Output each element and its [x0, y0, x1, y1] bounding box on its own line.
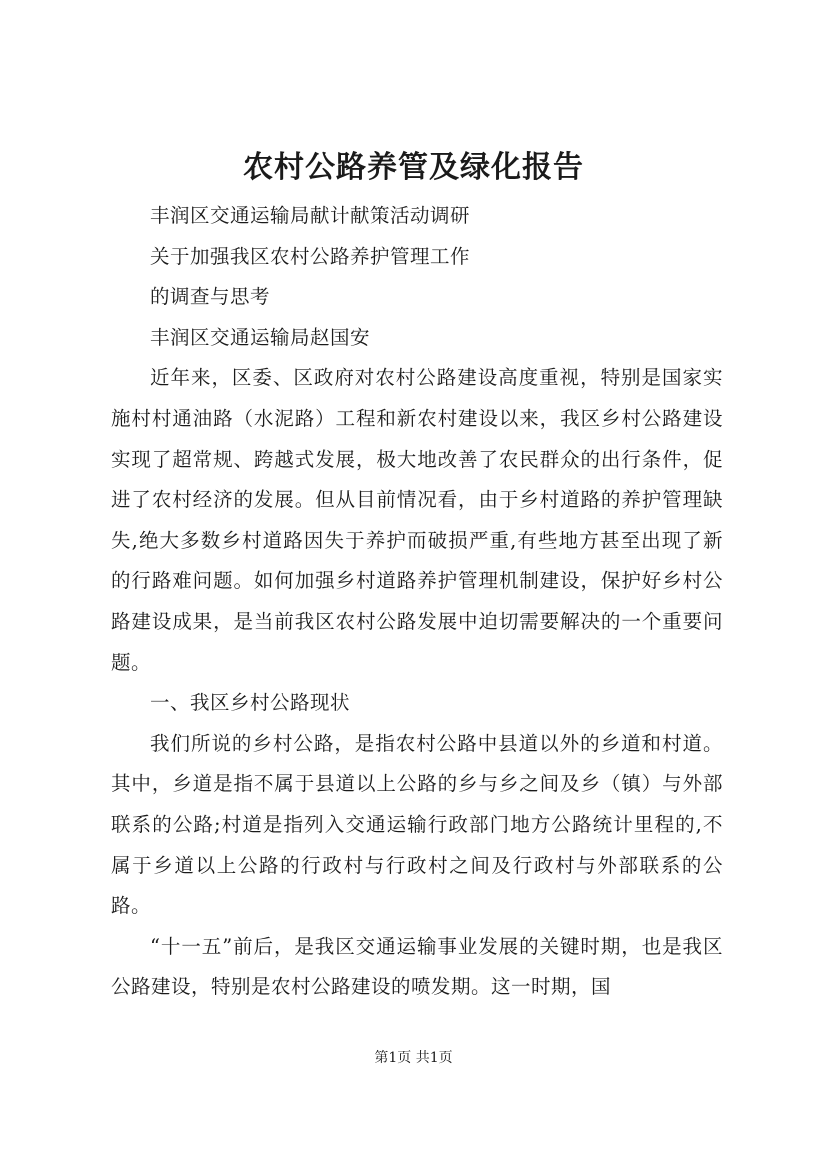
document-title: 农村公路养管及绿化报告: [243, 150, 584, 185]
section-heading-1: 一、我区乡村公路现状: [150, 691, 351, 715]
paragraph-subtitle-1: 丰润区交通运输局献计献策活动调研: [150, 204, 471, 227]
document-body: [111, 196, 723, 1008]
page-footer: 第1页 共1页: [374, 1050, 453, 1066]
paragraph-intro: 近年来，区委、区政府对农村公路建设高度重视，特别是国家实施村村通油路（水泥路）工程和新农村建设以来，我区乡村公路建设实现了超常规、跨越式发展，极大地改善了农民群众的出行条件，促进了农村经济的发展。但从目前情况看，由于乡村道路的养护管理缺失,绝大多数乡村道路因失于养护而破损严重,有些地方甚至出现了新的行路难问题。如何加强乡村道路养护管理机制建设，保护好乡村公路建设成果，是当前我区农村公路发展中迫切需要解决的一个重要问题。: [111, 366, 723, 674]
paragraph-subtitle-2: 关于加强我区农村公路养护管理工作: [150, 244, 471, 268]
paragraph-definition: 我们所说的乡村公路，是指农村公路中县道以外的乡道和村道。其中，乡道是指不属于县道以上公路的乡与乡之间及乡（镇）与外部联系的公路;村道是指列入交通运输行政部门地方公路统计里程的,不属于乡道以上公路的行政村与行政村之间及行政村与外部联系的公路。: [111, 731, 723, 918]
paragraph-period: “十一五”前后，是我区交通运输事业发展的关键时期，也是我区公路建设，特别是农村公路建设的喷发期。这一时期，国: [111, 934, 723, 999]
paragraph-subtitle-3: 的调查与思考: [150, 285, 271, 309]
paragraph-author: 丰润区交通运输局赵国安: [150, 325, 371, 349]
